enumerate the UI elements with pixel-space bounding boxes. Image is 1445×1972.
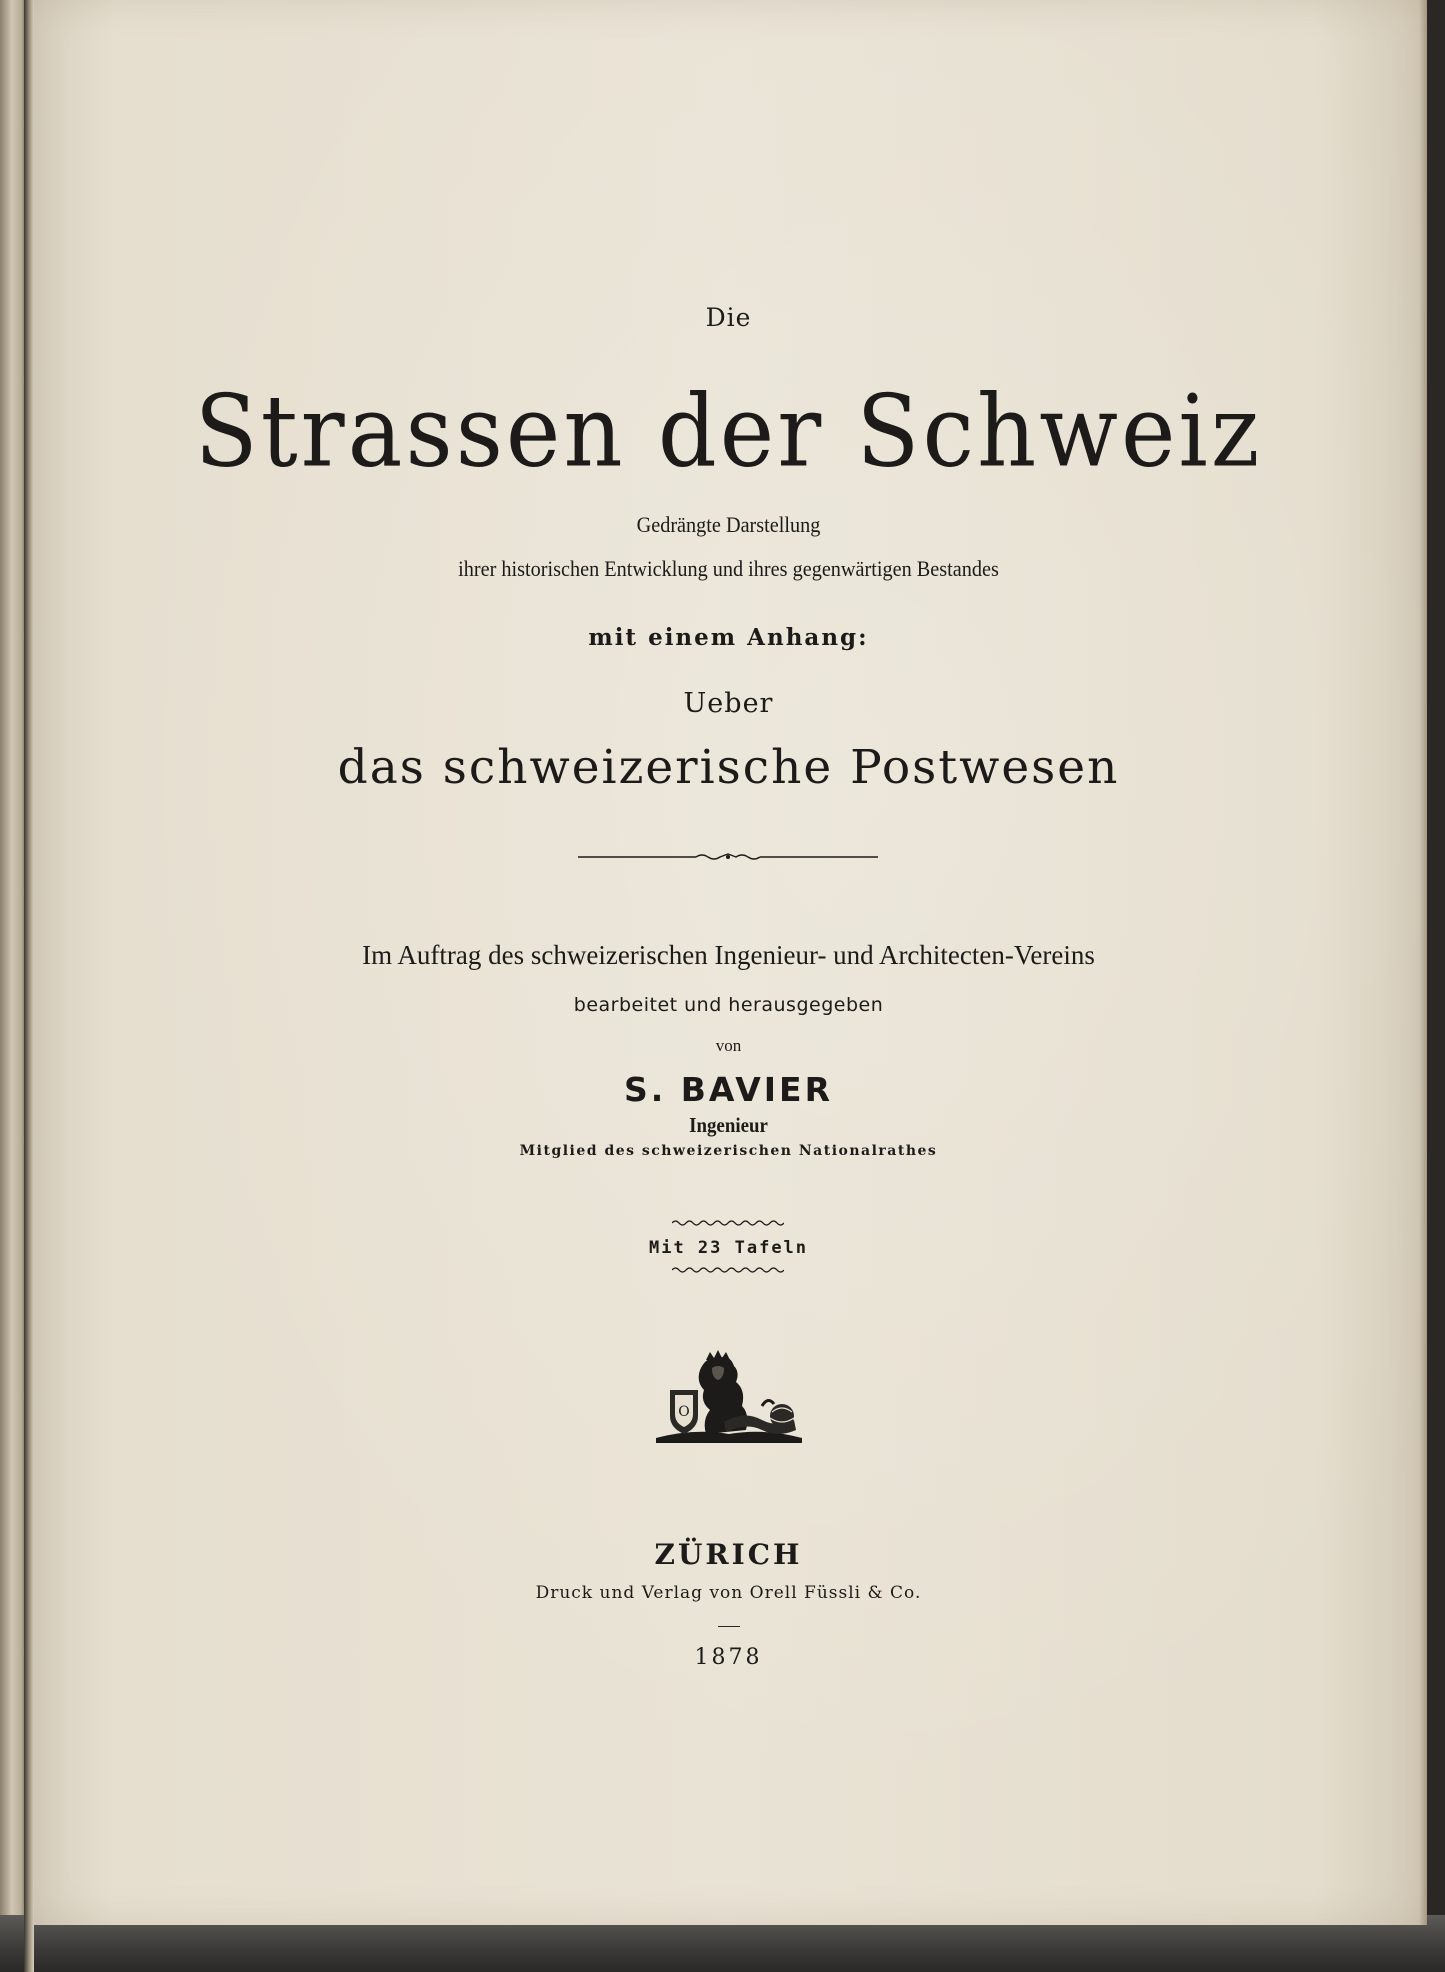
- subtitle-line-1: Gedrängte Darstellung: [636, 512, 821, 537]
- plates-note: Mit 23 Tafeln: [648, 1238, 809, 1258]
- author-name: S. BAVIER: [623, 1070, 833, 1109]
- author-profession: Ingenieur: [689, 1113, 768, 1137]
- publisher-emblem-icon: [654, 1350, 804, 1445]
- commission-line: Im Auftrag des schweizerischen Ingenieur- und Architecten-Vereins: [362, 940, 1095, 970]
- publisher-line: Druck und Verlag von Orell Füssli & Co.: [535, 1583, 922, 1603]
- ornamental-rule-icon: [578, 850, 878, 864]
- author-position: Mitglied des schweizerischen Nationalrathes: [519, 1143, 938, 1159]
- wave-rule-bottom-icon: [672, 1265, 784, 1275]
- publication-place: ZÜRICH: [654, 1538, 803, 1571]
- title-page: [30, 0, 1427, 1925]
- svg-text:O: O: [678, 1404, 690, 1420]
- title-article: Die: [705, 303, 752, 332]
- book-title: Strassen der Schweiz: [194, 373, 1263, 490]
- page-gutter: [24, 0, 34, 1972]
- wave-rule-top-icon: [672, 1218, 784, 1228]
- appendix-title: das schweizerische Postwesen: [337, 740, 1120, 795]
- appendix-intro: mit einem Anhang:: [588, 624, 869, 651]
- short-divider: [718, 1626, 740, 1627]
- appendix-preposition: Ueber: [683, 688, 774, 719]
- subtitle-line-2: ihrer historischen Entwicklung und ihres gegenwärtigen Bestandes: [458, 556, 999, 581]
- edited-by-line: bearbeitet und herausgegeben: [573, 994, 884, 1016]
- publication-year: 1878: [694, 1645, 763, 1670]
- by-line: von: [715, 1036, 742, 1055]
